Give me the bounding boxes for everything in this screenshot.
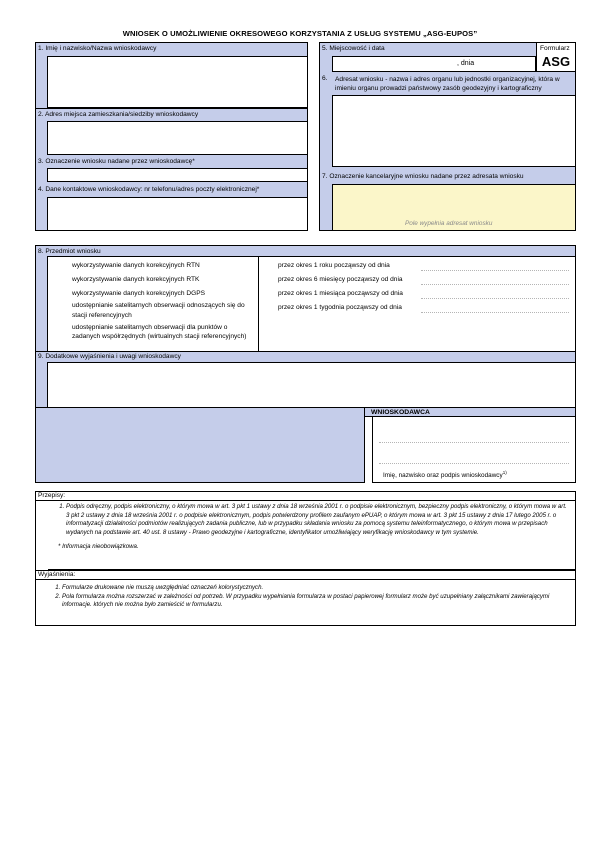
service-rtn[interactable]: wykorzystywanie danych korekcyjnych RTN: [72, 262, 200, 269]
service-observations[interactable]: udostępnianie satelitarnych obserwacji odnoszących się do stacji referencyjnych: [72, 302, 245, 319]
regulations-list: [50, 503, 569, 537]
explanations-list: [46, 584, 566, 610]
field-5-label: 5. Miejscowość i data: [322, 45, 385, 52]
place-date-input[interactable]: [332, 56, 536, 72]
period-date-line-1[interactable]: [421, 270, 569, 271]
service-dgps[interactable]: wykorzystywanie danych korekcyjnych DGPS: [72, 290, 206, 297]
signature-guide-1: [379, 442, 569, 443]
period-1-year[interactable]: przez okres 1 roku począwszy od dnia: [278, 262, 390, 269]
explanation-item-1: 1. Formularze drukowane nie muszą uwzględniać oznaczeń kolorystycznych.: [62, 584, 566, 593]
signature-header: WNIOSKODAWCA: [371, 409, 430, 416]
explanations-label: Wyjaśnienia:: [38, 571, 76, 578]
signature-caption: Imię, nazwisko oraz podpis wnioskodawcy$^{1)}$: [383, 470, 507, 480]
regulations-footnote: * Informacja nieobowiązkowa.: [58, 543, 139, 551]
explanations-block: [35, 570, 576, 626]
explanations-text: [46, 584, 566, 610]
subject-divider: [258, 256, 259, 352]
explanations-header: [35, 570, 576, 580]
addressee-input[interactable]: [332, 95, 576, 167]
form-code-box: [536, 42, 576, 72]
applicant-contact-input[interactable]: [47, 197, 308, 231]
field-4-label: 4. Dane kontaktowe wnioskodawcy: nr telefonu/adres poczty elektronicznej*: [38, 186, 260, 193]
form-title: WNIOSEK O UMOŻLIWIENIE OKRESOWEGO KORZYSTANIA Z USŁUG SYSTEMU „ASG-EUPOS”: [122, 29, 478, 38]
period-date-line-2[interactable]: [421, 284, 569, 285]
applicant-reference-input[interactable]: [47, 168, 308, 182]
field-3-label: 3. Oznaczenie wniosku nadane przez wnioskodawcę*: [38, 158, 195, 165]
office-field-hint: Pole wypełnia adresat wniosku: [405, 220, 493, 227]
field-2-label: 2. Adres miejsca zamieszkania/siedziby wnioskodawcy: [38, 111, 199, 118]
applicant-name-input[interactable]: [47, 56, 308, 108]
signature-guide-2: [379, 463, 569, 464]
signature-area: [35, 407, 365, 483]
service-virtual-stations[interactable]: udostępnianie satelitarnych obserwacji dla punktów o zadanych współrzędnych (wirtualnych stacji referencyjnych): [72, 324, 247, 340]
office-reference-field: [332, 184, 576, 231]
field-6-number: 6.: [322, 75, 328, 82]
explanation-item-2: 2. Pola formularza można rozszerzać w zależności od potrzeb. W przypadku wypełniania formularza w postaci papierowej formularz może być uzupełniany załącznikami zawierającymi informacje. których nie można było zamieścić w formularzu.: [62, 593, 566, 610]
regulations-label: Przepisy:: [38, 492, 66, 499]
applicant-address-input[interactable]: [47, 121, 308, 155]
regulation-item-1: 1. Podpis odręczny, podpis elektroniczny, o którym mowa w art. 3 pkt 1 ustawy z dnia 18 września 2001 r. o podpisie elektronicznym, bezpieczny podpis elektroniczny, o którym mowa w art. 3 pkt 2 ustawy z dnia 18 września 2001 r. o podpisie elektronicznym, podpis potwierdzony profilem zaufanym ePUAP, o którym mowa w art. 3 pkt 15 ustawy z dnia 17 lutego 2005 r. o informatyzacji działalności podmiotów realizujących zadania publiczne, lub w przypadku składania wniosku za pomocą systemu teleinformatycznego, o którym mowa w przepisach wydanych na podstawie art. 40 ust. 8 ustawy - Prawo geodezyjne i kartograficzne, identyfikator umożliwiający weryfikację wnioskodawcy w tym systemie.: [66, 503, 569, 537]
regulations-header: [35, 491, 576, 501]
period-1-month[interactable]: przez okres 1 miesiąca począwszy od dnia: [278, 290, 403, 297]
period-date-line-4[interactable]: [421, 312, 569, 313]
date-suffix: , dnia: [457, 60, 475, 67]
field-6-label: Adresat wniosku - nazwa i adres organu lub jednostki organizacyjnej, która w imieniu organu prowadzi państwowy zasób geodezyjny i kartograficzny: [335, 76, 560, 92]
period-6-months[interactable]: przez okres 6 miesięcy począwszy od dnia: [278, 276, 403, 283]
regulations-body: [36, 501, 575, 570]
field-9-label: 9. Dodatkowe wyjaśnienia i uwagi wnioskodawcy: [38, 353, 181, 360]
field-7-label: 7. Oznaczenie kancelaryjne wniosku nadane przez adresata wniosku: [322, 173, 524, 180]
field-8-label: 8. Przedmiot wniosku: [38, 248, 101, 255]
service-rtk[interactable]: wykorzystywanie danych korekcyjnych RTK: [72, 276, 200, 283]
form-code-value: ASG: [541, 54, 571, 69]
field-1-label: 1. Imię i nazwisko/Nazwa wnioskodawcy: [38, 45, 157, 52]
signature-box[interactable]: [372, 416, 576, 483]
period-date-line-3[interactable]: [421, 298, 569, 299]
regulations-block: [35, 491, 576, 570]
separator-line: [35, 108, 308, 109]
period-1-week[interactable]: przez okres 1 tygodnia począwszy od dnia: [278, 304, 402, 311]
regulations-text: [48, 501, 575, 552]
form-code-label: Formularz: [540, 45, 570, 52]
remarks-input[interactable]: [47, 362, 576, 408]
signature-footnote-ref: 1): [502, 470, 507, 475]
